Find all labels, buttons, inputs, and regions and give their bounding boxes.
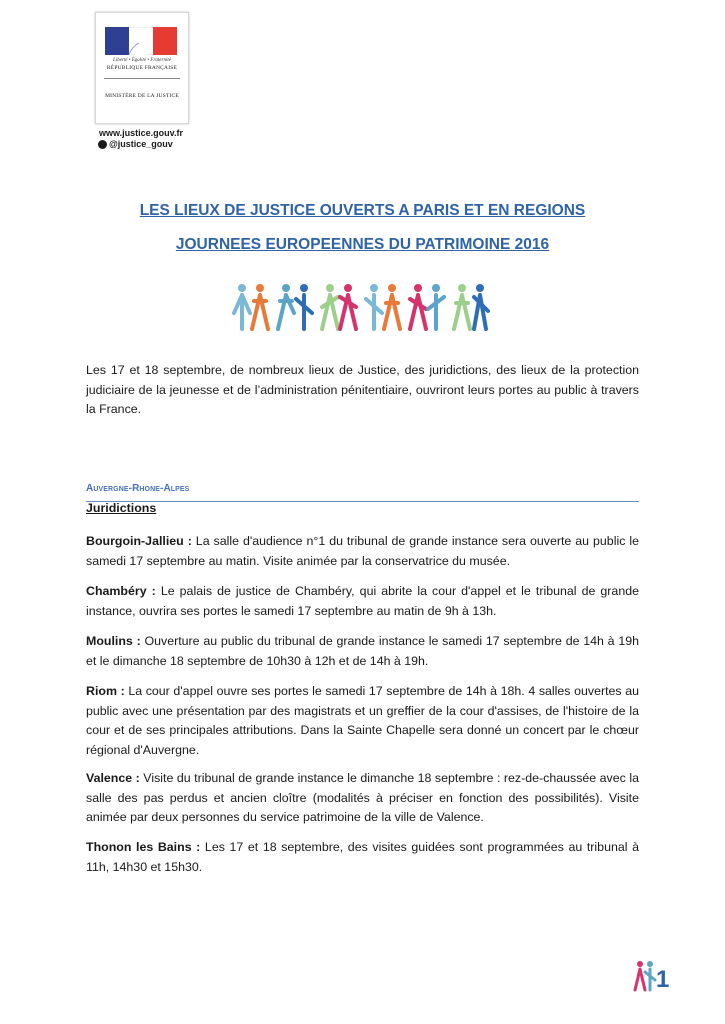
entry-paragraph — [86, 532, 639, 571]
section-heading: Juridictions — [86, 501, 157, 515]
entry-text: Le palais de justice de Chambéry, qui abrite la cour d'appel et le tribunal de grande instance, ouvrira ses portes le samedi 17 septembre au matin de 9h à 13h. — [86, 584, 639, 618]
region-heading: Auvergne-Rhone-Alpes — [86, 483, 639, 502]
motto: Liberté • Égalité • Fraternité — [113, 58, 171, 63]
entry-paragraph — [86, 682, 639, 760]
entry-place: Bourgoin-Jallieu : — [86, 534, 192, 548]
people-footer-icon — [633, 960, 657, 992]
ministere-label: MINISTÈRE DE LA JUSTICE — [105, 93, 179, 99]
page-number: 1 — [656, 966, 670, 993]
website-link[interactable]: www.justice.gouv.fr — [99, 128, 184, 138]
marianne-logo — [95, 12, 189, 124]
ministry-logo-block — [95, 12, 191, 150]
patrimoine-people-illustration — [230, 283, 492, 335]
twitter-icon — [98, 140, 107, 149]
entry-text: La cour d'appel ouvre ses portes le samedi 17 septembre de 14h à 18h. 4 salles ouvertes au public avec une présentation par des magistrats et un greffier de la cour d'assises, de l'histoire de la cour et de ses principales attributions. Dans la Sainte Chapelle sera donné un concert par le chœur régional d'Auvergne. — [86, 684, 640, 757]
intro-paragraph: Les 17 et 18 septembre, de nombreux lieux de Justice, des juridictions, des lieux de la protection judiciaire de la jeunesse et de l’administration pénitentiaire, ouvriront leurs portes au public à travers la France. — [86, 363, 639, 416]
entry-paragraph — [86, 582, 639, 621]
entry-text: Ouverture au public du tribunal de grande instance le samedi 17 septembre de 14h à 19h et le dimanche 18 septembre de 10h30 à 12h et de 14h à 19h. — [86, 634, 639, 668]
marianne-profile-icon — [105, 27, 177, 55]
entry-text: Visite du tribunal de grande instance le dimanche 18 septembre : rez-de-chaussée avec la salle des pas perdus et ancien cloître (modalités à préciser en fonction des possibilités). Visite animée par deux personnes du service patrimoine de la ville de Valence. — [86, 771, 639, 824]
entry-paragraph — [86, 632, 639, 671]
twitter-label: @justice_gouv — [109, 139, 173, 149]
entry-place: Riom : — [86, 684, 125, 698]
entry-paragraph — [86, 838, 639, 877]
entry-place: Moulins : — [86, 634, 141, 648]
entry-place: Thonon les Bains : — [86, 840, 201, 854]
page-subtitle: JOURNEES EUROPEENNES DU PATRIMOINE 2016 — [175, 236, 550, 253]
logo-divider — [104, 78, 180, 79]
republique-francaise: RÉPUBLIQUE FRANÇAISE — [106, 65, 178, 71]
entry-text: Les 17 et 18 septembre, des visites guidées sont programmées au tribunal à 11h, 14h30 et 15h30. — [86, 840, 639, 874]
twitter-handle[interactable] — [95, 139, 191, 150]
entry-paragraph — [86, 769, 639, 828]
entry-place: Valence : — [86, 771, 140, 785]
entry-text: La salle d'audience n°1 du tribunal de grande instance sera ouverte au public le samedi 17 septembre au matin. Visite animée par la conservatrice du musée. — [86, 534, 639, 568]
entry-place: Chambéry : — [86, 584, 156, 598]
page-title: LES LIEUX DE JUSTICE OUVERTS A PARIS ET EN REGIONS — [139, 202, 586, 219]
